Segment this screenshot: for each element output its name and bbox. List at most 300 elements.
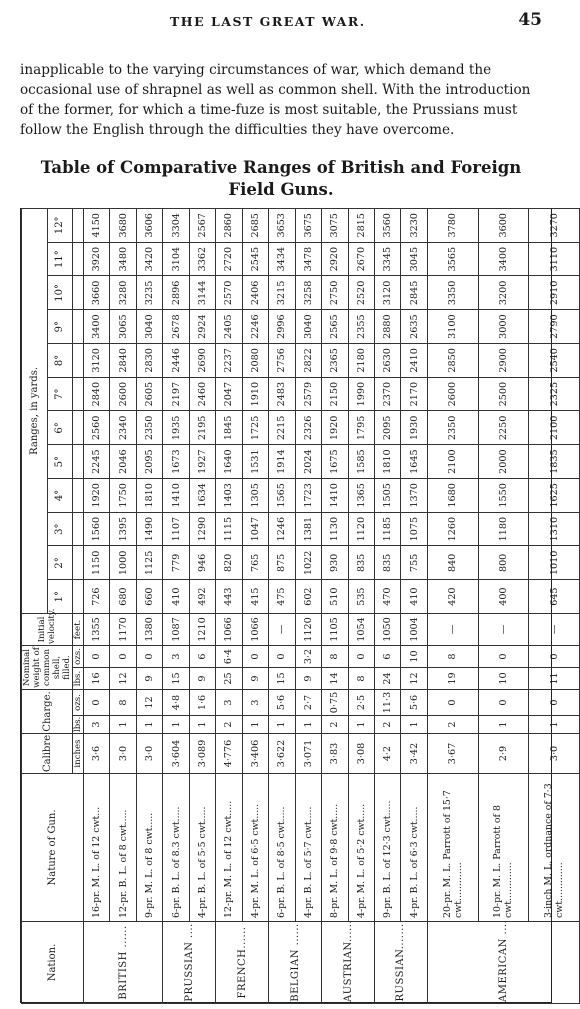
- range-cell: 2560: [84, 411, 110, 445]
- weight-lbs-cell: 24: [374, 668, 400, 690]
- range-cell: 946: [189, 546, 215, 580]
- header-ranges: Ranges, in yards.: [22, 208, 48, 613]
- range-cell: 2600: [110, 377, 136, 411]
- range-cell: 3280: [110, 276, 136, 310]
- range-cell: 2350: [136, 411, 162, 445]
- gun-cell: 20-pr. M. L. Parrott of 15·7 cwt.............: [427, 774, 478, 922]
- range-cell: 2237: [216, 344, 242, 378]
- range-cell: 2924: [189, 310, 215, 344]
- range-cell: 680: [110, 580, 136, 614]
- header-degree: 8°: [47, 344, 73, 378]
- unit-blank: [73, 512, 84, 546]
- range-cell: 1410: [163, 479, 189, 513]
- weight-lbs-cell: 19: [427, 668, 478, 690]
- range-cell: 2900: [478, 344, 529, 378]
- weight-ozs-cell: 0: [478, 646, 529, 668]
- calibre-cell: 3·622: [269, 734, 295, 774]
- header-charge: Charge.: [22, 690, 73, 734]
- range-cell: 1845: [216, 411, 242, 445]
- range-cell: 2600: [427, 377, 478, 411]
- range-cell: 1410: [322, 479, 348, 513]
- unit-blank: [73, 344, 84, 378]
- header-degree: 7°: [47, 377, 73, 411]
- unit-blank: [73, 276, 84, 310]
- calibre-cell: 3·0: [529, 734, 580, 774]
- table-title-line: Field Guns.: [228, 180, 334, 199]
- range-cell: 1305: [242, 479, 268, 513]
- range-cell: 2567: [189, 208, 215, 242]
- weight-lbs-cell: 25: [216, 668, 242, 690]
- charge-lbs-cell: 1: [189, 716, 215, 734]
- range-cell: 3420: [136, 242, 162, 276]
- gun-cell: 9-pr. B. L. of 12·3 cwt.....: [374, 774, 400, 922]
- range-cell: 1505: [374, 479, 400, 513]
- velocity-cell: —: [478, 614, 529, 646]
- range-cell: 410: [401, 580, 427, 614]
- weight-ozs-cell: 6: [189, 646, 215, 668]
- unit-calibre: inches: [73, 734, 84, 774]
- range-cell: 1920: [322, 411, 348, 445]
- range-cell: 2246: [242, 310, 268, 344]
- weight-lbs-cell: 10: [478, 668, 529, 690]
- range-cell: 1680: [427, 479, 478, 513]
- range-cell: 2896: [163, 276, 189, 310]
- charge-lbs-cell: 1: [110, 716, 136, 734]
- range-cell: 1490: [136, 512, 162, 546]
- range-cell: 3104: [163, 242, 189, 276]
- range-cell: 410: [163, 580, 189, 614]
- weight-ozs-cell: 0: [136, 646, 162, 668]
- charge-ozs-cell: 4·8: [163, 690, 189, 716]
- nation-cell: AUSTRIAN......: [322, 922, 375, 1004]
- range-cell: 2520: [348, 276, 374, 310]
- velocity-cell: 1380: [136, 614, 162, 646]
- range-cell: 1795: [348, 411, 374, 445]
- charge-lbs-cell: 1: [529, 716, 580, 734]
- unit-blank: [73, 445, 84, 479]
- range-cell: 1634: [189, 479, 215, 513]
- gun-cell: 3-inch M. L. ordnance of 7·3 cwt.............: [529, 774, 580, 922]
- weight-ozs-cell: 0: [529, 646, 580, 668]
- paragraph-line: of the former, for which a time-fuze is most suitable, the Prussians must: [20, 102, 518, 118]
- weight-lbs-cell: 9: [136, 668, 162, 690]
- charge-ozs-cell: 0·75: [322, 690, 348, 716]
- range-cell: 2822: [295, 344, 321, 378]
- range-cell: 3065: [110, 310, 136, 344]
- range-cell: 1180: [478, 512, 529, 546]
- paragraph-line: occasional use of shrapnel as well as common shell. With the introduction: [20, 82, 531, 98]
- nation-cell: AMERICAN ....: [427, 922, 579, 1004]
- nation-cell: PRUSSIAN ....: [163, 922, 216, 1004]
- header-velocity: Initial velocity.: [22, 614, 73, 646]
- range-cell: 755: [401, 546, 427, 580]
- weight-lbs-cell: 14: [322, 668, 348, 690]
- header-degree: 10°: [47, 276, 73, 310]
- header-degree: 3°: [47, 512, 73, 546]
- gun-cell: 8-pr. M. L. of 9·8 cwt.....: [322, 774, 348, 922]
- range-cell: 3075: [322, 208, 348, 242]
- table-title: [18, 157, 544, 201]
- range-cell: 2250: [478, 411, 529, 445]
- gun-cell: 9-pr. M. L. of 8 cwt.....: [136, 774, 162, 922]
- range-cell: 1107: [163, 512, 189, 546]
- calibre-cell: 3·42: [401, 734, 427, 774]
- range-cell: 3920: [84, 242, 110, 276]
- range-cell: 835: [348, 546, 374, 580]
- table-row: [529, 208, 580, 1003]
- range-cell: 875: [269, 546, 295, 580]
- weight-lbs-cell: 16: [84, 668, 110, 690]
- range-cell: 2690: [189, 344, 215, 378]
- table-row: [295, 208, 321, 1003]
- gun-cell: 4-pr. B. L. of 6·3 cwt.....: [401, 774, 427, 922]
- range-cell: 2340: [110, 411, 136, 445]
- header-degree: 2°: [47, 546, 73, 580]
- range-cell: 2750: [322, 276, 348, 310]
- range-cell: 1750: [110, 479, 136, 513]
- range-cell: 415: [242, 580, 268, 614]
- table-title-line: Table of Comparative Ranges of British and Foreign: [40, 158, 522, 177]
- charge-ozs-cell: 1·6: [189, 690, 215, 716]
- rotated-table-frame: [20, 208, 566, 1003]
- charge-lbs-cell: 1: [295, 716, 321, 734]
- range-cell: 1047: [242, 512, 268, 546]
- unit-weight-ozs: ozs.: [73, 646, 84, 668]
- charge-ozs-cell: 3: [242, 690, 268, 716]
- gun-cell: 4-pr. B. L. of 5·5 cwt.....: [189, 774, 215, 922]
- weight-lbs-cell: 12: [401, 668, 427, 690]
- range-cell: 1810: [374, 445, 400, 479]
- gun-cell: 4-pr. B. L. of 5·7 cwt.....: [295, 774, 321, 922]
- calibre-cell: 3·0: [136, 734, 162, 774]
- range-cell: 2326: [295, 411, 321, 445]
- paragraph-line: inapplicable to the varying circumstances of war, which demand the: [20, 62, 492, 78]
- range-cell: 3400: [84, 310, 110, 344]
- gun-cell: 6-pr. B. L. of 8.3 cwt.....: [163, 774, 189, 922]
- range-cell: 3230: [401, 208, 427, 242]
- range-cell: 2565: [322, 310, 348, 344]
- table-row: [84, 208, 110, 1003]
- range-cell: 1725: [242, 411, 268, 445]
- range-cell: 2605: [136, 377, 162, 411]
- table-row: [110, 208, 136, 1003]
- range-cell: 443: [216, 580, 242, 614]
- range-cell: 2355: [348, 310, 374, 344]
- range-cell: 3120: [374, 276, 400, 310]
- weight-lbs-cell: 12: [110, 668, 136, 690]
- calibre-cell: 3·089: [189, 734, 215, 774]
- calibre-cell: 3·83: [322, 734, 348, 774]
- charge-lbs-cell: 1: [136, 716, 162, 734]
- weight-ozs-cell: 8: [427, 646, 478, 668]
- weight-lbs-cell: 11: [529, 668, 580, 690]
- gun-cell: 6-pr. B. L. of 8·5 cwt.....: [269, 774, 295, 922]
- range-cell: 2095: [374, 411, 400, 445]
- range-cell: 1640: [216, 445, 242, 479]
- range-cell: 1000: [110, 546, 136, 580]
- range-cell: 2446: [163, 344, 189, 378]
- range-cell: 2756: [269, 344, 295, 378]
- velocity-cell: 1210: [189, 614, 215, 646]
- range-cell: 1130: [322, 512, 348, 546]
- rotated-table: [21, 209, 566, 1004]
- table-row: [163, 208, 189, 1003]
- calibre-cell: 3·604: [163, 734, 189, 774]
- range-cell: 1185: [374, 512, 400, 546]
- range-cell: 2996: [269, 310, 295, 344]
- ranges-table: [21, 208, 580, 1004]
- range-cell: 1150: [84, 546, 110, 580]
- body-paragraph: [20, 60, 546, 140]
- weight-ozs-cell: 0: [110, 646, 136, 668]
- range-cell: 2197: [163, 377, 189, 411]
- charge-ozs-cell: 0: [478, 690, 529, 716]
- weight-lbs-cell: 9: [242, 668, 268, 690]
- range-cell: 1310: [529, 512, 580, 546]
- gun-cell: 4-pr. M. L. of 6·5 cwt.....: [242, 774, 268, 922]
- range-cell: 3680: [110, 208, 136, 242]
- range-cell: 2405: [216, 310, 242, 344]
- range-cell: 2920: [322, 242, 348, 276]
- charge-ozs-cell: 3: [216, 690, 242, 716]
- table-row: [374, 208, 400, 1003]
- range-cell: 1673: [163, 445, 189, 479]
- charge-lbs-cell: 1: [478, 716, 529, 734]
- range-cell: 1914: [269, 445, 295, 479]
- velocity-cell: 1066: [216, 614, 242, 646]
- range-cell: 1723: [295, 479, 321, 513]
- charge-ozs-cell: 0: [84, 690, 110, 716]
- range-cell: 3400: [478, 242, 529, 276]
- range-cell: 1565: [269, 479, 295, 513]
- unit-blank: [73, 242, 84, 276]
- range-cell: 2245: [84, 445, 110, 479]
- velocity-cell: —: [269, 614, 295, 646]
- range-cell: 2850: [427, 344, 478, 378]
- range-cell: 3478: [295, 242, 321, 276]
- range-cell: 3040: [295, 310, 321, 344]
- header-degree: 5°: [47, 445, 73, 479]
- range-cell: 660: [136, 580, 162, 614]
- nation-cell: RUSSIAN.......: [374, 922, 427, 1004]
- range-cell: 2180: [348, 344, 374, 378]
- range-cell: 1990: [348, 377, 374, 411]
- range-cell: 3350: [427, 276, 478, 310]
- velocity-cell: —: [529, 614, 580, 646]
- gun-cell: 4-pr. M. L. of 5·2 cwt.....: [348, 774, 374, 922]
- running-title: THE LAST GREAT WAR.: [170, 14, 366, 29]
- unit-blank: [73, 580, 84, 614]
- table-row: [427, 208, 478, 1003]
- range-cell: 2046: [110, 445, 136, 479]
- range-cell: 510: [322, 580, 348, 614]
- table-row: [401, 208, 427, 1003]
- range-cell: 765: [242, 546, 268, 580]
- range-cell: 1403: [216, 479, 242, 513]
- header-degree: 6°: [47, 411, 73, 445]
- range-cell: 1022: [295, 546, 321, 580]
- weight-ozs-cell: 0: [348, 646, 374, 668]
- range-cell: 2170: [401, 377, 427, 411]
- table-row: [216, 208, 242, 1003]
- range-cell: 2410: [401, 344, 427, 378]
- range-cell: 2815: [348, 208, 374, 242]
- calibre-cell: 3·406: [242, 734, 268, 774]
- weight-lbs-cell: 15: [163, 668, 189, 690]
- range-cell: 820: [216, 546, 242, 580]
- range-cell: 535: [348, 580, 374, 614]
- range-cell: 400: [478, 580, 529, 614]
- range-cell: 1010: [529, 546, 580, 580]
- gun-cell: 16-pr. M. L. of 12 cwt...: [84, 774, 110, 922]
- unit-velocity: feet.: [73, 614, 84, 646]
- charge-ozs-cell: 2·7: [295, 690, 321, 716]
- range-cell: 1395: [110, 512, 136, 546]
- weight-ozs-cell: 0: [269, 646, 295, 668]
- range-cell: 2845: [401, 276, 427, 310]
- weight-lbs-cell: 9: [189, 668, 215, 690]
- unit-blank: [73, 310, 84, 344]
- range-cell: 2790: [529, 310, 580, 344]
- weight-lbs-cell: 9: [295, 668, 321, 690]
- charge-ozs-cell: 8: [110, 690, 136, 716]
- range-cell: 2325: [529, 377, 580, 411]
- velocity-cell: 1050: [374, 614, 400, 646]
- range-cell: 3000: [478, 310, 529, 344]
- range-cell: 2350: [427, 411, 478, 445]
- calibre-cell: 3·67: [427, 734, 478, 774]
- calibre-cell: 4·2: [374, 734, 400, 774]
- range-cell: 4150: [84, 208, 110, 242]
- range-cell: 2840: [84, 377, 110, 411]
- unit-blank: [73, 546, 84, 580]
- charge-lbs-cell: 2: [427, 716, 478, 734]
- range-cell: 3780: [427, 208, 478, 242]
- range-cell: 602: [295, 580, 321, 614]
- range-cell: 1835: [529, 445, 580, 479]
- unit-blank: [73, 377, 84, 411]
- range-cell: 420: [427, 580, 478, 614]
- range-cell: 1550: [478, 479, 529, 513]
- range-cell: 2685: [242, 208, 268, 242]
- range-cell: 1920: [84, 479, 110, 513]
- velocity-cell: 1170: [110, 614, 136, 646]
- charge-lbs-cell: 1: [163, 716, 189, 734]
- range-cell: 2500: [478, 377, 529, 411]
- range-cell: 1246: [269, 512, 295, 546]
- range-cell: 2545: [242, 242, 268, 276]
- table-row: [348, 208, 374, 1003]
- range-cell: 1370: [401, 479, 427, 513]
- calibre-cell: 3·08: [348, 734, 374, 774]
- range-cell: 3045: [401, 242, 427, 276]
- table-row: [269, 208, 295, 1003]
- range-cell: 2150: [322, 377, 348, 411]
- range-cell: 3144: [189, 276, 215, 310]
- weight-ozs-cell: 0: [84, 646, 110, 668]
- range-cell: 1381: [295, 512, 321, 546]
- unit-blank: [73, 208, 84, 242]
- range-cell: 1365: [348, 479, 374, 513]
- range-cell: 840: [427, 546, 478, 580]
- charge-ozs-cell: 2·5: [348, 690, 374, 716]
- range-cell: 1930: [401, 411, 427, 445]
- range-cell: 2840: [110, 344, 136, 378]
- weight-ozs-cell: 8: [322, 646, 348, 668]
- gun-cell: 10-pr. M. L. Parrott of 8 cwt.............: [478, 774, 529, 922]
- range-cell: 2100: [427, 445, 478, 479]
- table-row: [136, 208, 162, 1003]
- range-cell: 3270: [529, 208, 580, 242]
- range-cell: 2678: [163, 310, 189, 344]
- range-cell: 475: [269, 580, 295, 614]
- charge-lbs-cell: 3: [84, 716, 110, 734]
- range-cell: 3215: [269, 276, 295, 310]
- range-cell: 3606: [136, 208, 162, 242]
- charge-ozs-cell: 12: [136, 690, 162, 716]
- header-gun: Nature of Gun.: [22, 774, 84, 922]
- header-degree: 1°: [47, 580, 73, 614]
- weight-ozs-cell: 0: [242, 646, 268, 668]
- range-cell: 1120: [348, 512, 374, 546]
- velocity-cell: 1054: [348, 614, 374, 646]
- range-cell: 2910: [529, 276, 580, 310]
- range-cell: 2830: [136, 344, 162, 378]
- gun-cell: 12-pr. B. L. of 8 cwt.....: [110, 774, 136, 922]
- range-cell: 1675: [322, 445, 348, 479]
- range-cell: 492: [189, 580, 215, 614]
- unit-charge-lbs: lbs.: [73, 716, 83, 732]
- range-cell: 3600: [478, 208, 529, 242]
- range-cell: 3258: [295, 276, 321, 310]
- header-calibre: Calibre.: [22, 734, 73, 774]
- charge-lbs-cell: 1: [401, 716, 427, 734]
- table-row: [242, 208, 268, 1003]
- charge-lbs-cell: 1: [242, 716, 268, 734]
- weight-ozs-cell: 10: [401, 646, 427, 668]
- calibre-cell: 4·776: [216, 734, 242, 774]
- calibre-cell: 2·9: [478, 734, 529, 774]
- header-degree: 4°: [47, 479, 73, 513]
- charge-lbs-cell: 2: [322, 716, 348, 734]
- range-cell: 2579: [295, 377, 321, 411]
- header-nation: Nation.: [22, 922, 84, 1004]
- header-degree: 9°: [47, 310, 73, 344]
- range-cell: 3560: [374, 208, 400, 242]
- table-row: [322, 208, 348, 1003]
- range-cell: 2860: [216, 208, 242, 242]
- range-cell: 726: [84, 580, 110, 614]
- charge-ozs-cell: 5·6: [401, 690, 427, 716]
- range-cell: 2370: [374, 377, 400, 411]
- range-cell: 2095: [136, 445, 162, 479]
- velocity-cell: —: [427, 614, 478, 646]
- range-cell: 2215: [269, 411, 295, 445]
- range-cell: 3362: [189, 242, 215, 276]
- range-cell: 1260: [427, 512, 478, 546]
- range-cell: 1810: [136, 479, 162, 513]
- calibre-cell: 3·6: [84, 734, 110, 774]
- range-cell: 2670: [348, 242, 374, 276]
- weight-ozs-cell: 6: [374, 646, 400, 668]
- charge-ozs-cell: 11·3: [374, 690, 400, 716]
- table-row: [189, 208, 215, 1003]
- range-cell: 1290: [189, 512, 215, 546]
- range-cell: 3110: [529, 242, 580, 276]
- charge-ozs-cell: 0: [427, 690, 478, 716]
- range-cell: 2460: [189, 377, 215, 411]
- velocity-cell: 1120: [295, 614, 321, 646]
